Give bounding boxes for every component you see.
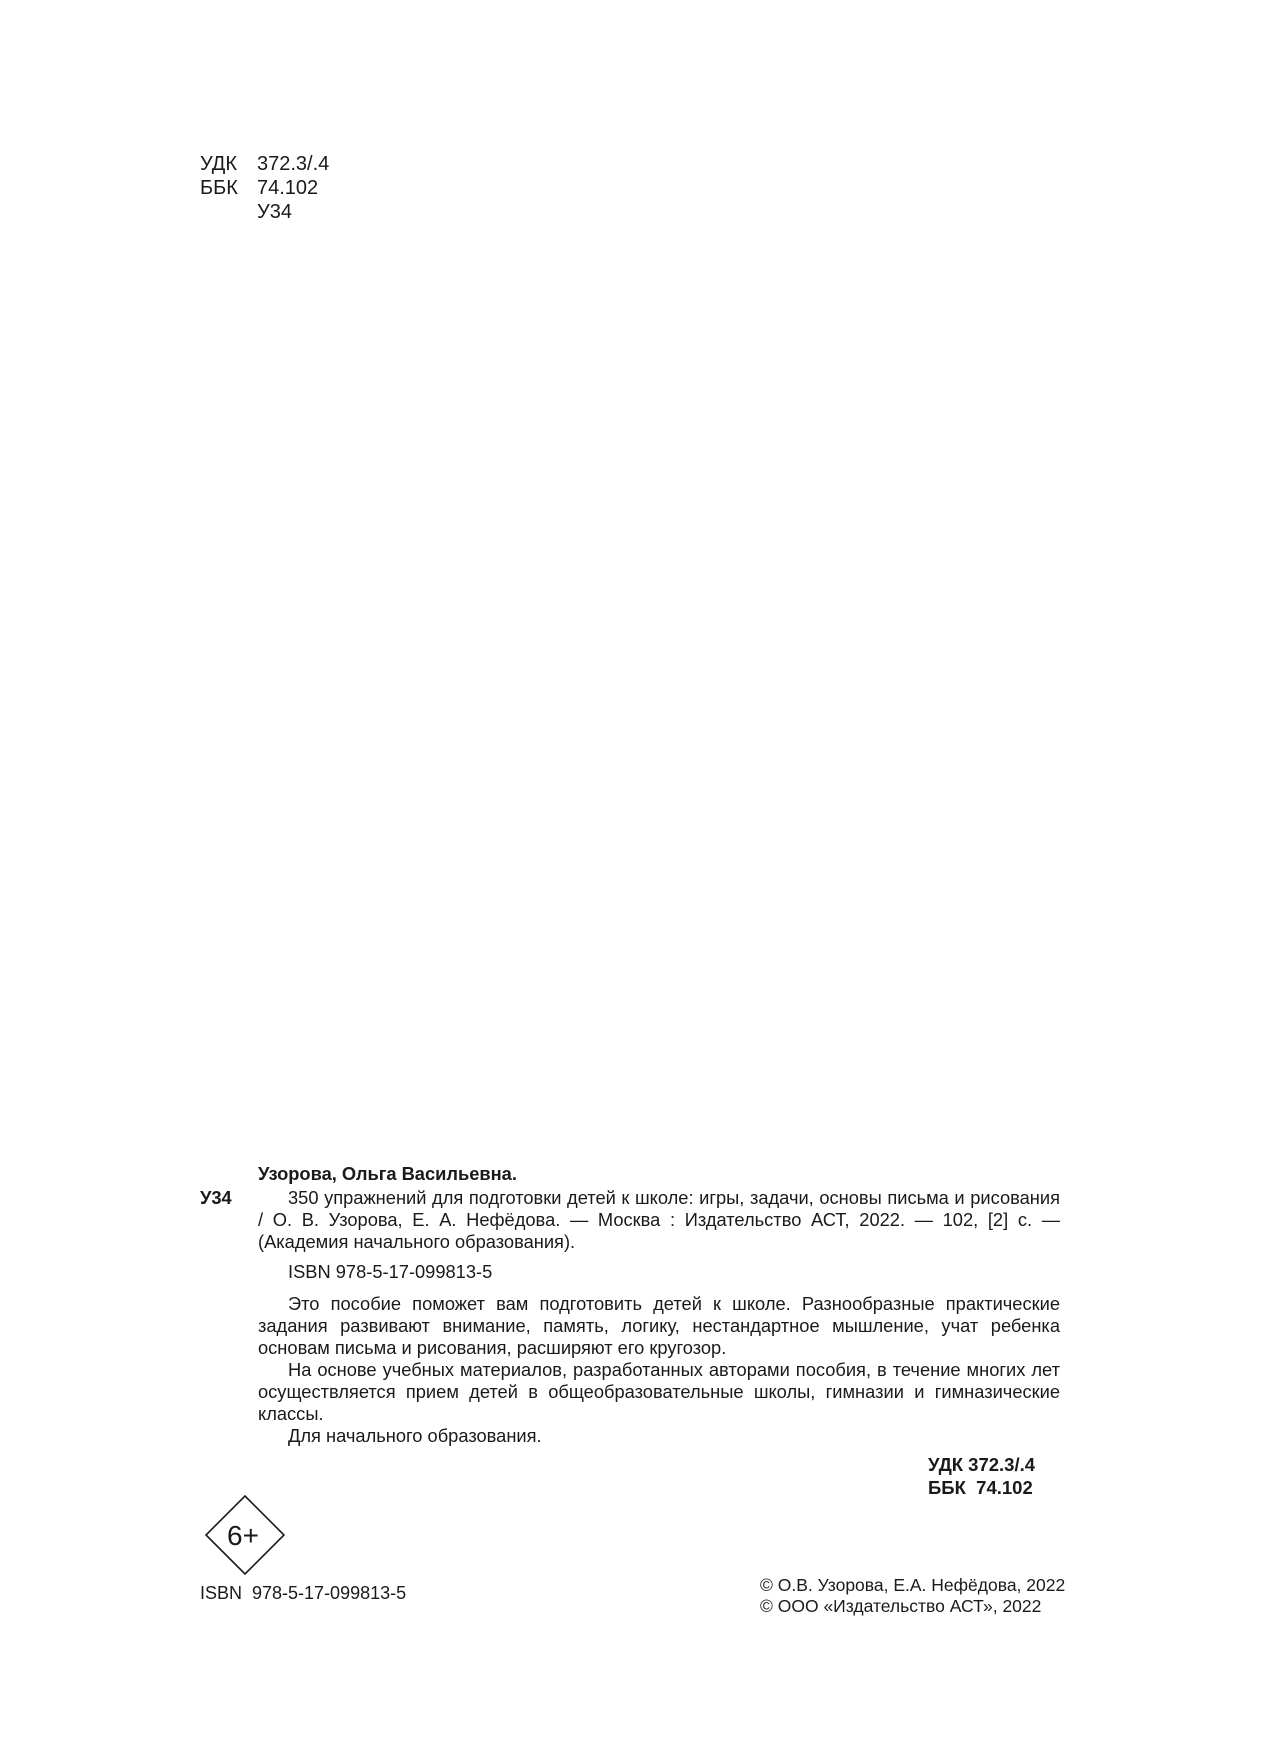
age-rating-badge — [205, 1495, 285, 1575]
classification-codes-top — [200, 152, 329, 224]
description-row — [200, 1187, 1060, 1253]
annotation-paragraph: Это пособие поможет вам подготовить детей к школе. Разнообразные практические задания развивают внимание, память, логику, нестандартное мышление, учат ребенка основам письма и рисования, расширяют его кругозор. — [258, 1293, 1060, 1358]
bbk-row — [200, 176, 329, 200]
annotation-paragraph: На основе учебных материалов, разработанных авторами пособия, в течение многих лет осуществляется прием детей в общеобразовательные школы, гимназии и гимназические классы. — [258, 1359, 1060, 1424]
bbk-value: 74.102 — [257, 177, 319, 199]
udk-value: 372.3/.4 — [257, 153, 330, 175]
bbk-code: ББК 74.102 — [928, 1477, 1033, 1498]
age-rating-text: 6+ — [227, 1520, 259, 1551]
isbn-line: ISBN 978-5-17-099813-5 — [288, 1261, 493, 1282]
annotation — [200, 1293, 1060, 1447]
bibliographic-record — [200, 1163, 1060, 1447]
udk-code: УДК 372.3/.4 — [928, 1454, 1036, 1475]
author-mark-top: У34 — [257, 201, 292, 223]
author-heading: Узорова, Ольга Васильевна. — [258, 1163, 517, 1184]
bbk-label: ББК — [200, 177, 238, 199]
isbn-bottom: ISBN 978-5-17-099813-5 — [200, 1583, 407, 1603]
author-mark: У34 — [200, 1187, 232, 1208]
classification-codes-bottom — [928, 1453, 1035, 1499]
copyright-line: © О.В. Узорова, Е.А. Нефёдова, 2022 — [760, 1575, 1066, 1595]
copyright-block — [760, 1575, 1065, 1617]
udk-label: УДК — [200, 153, 238, 175]
bibliographic-description: 350 упражнений для подготовки детей к школе: игры, задачи, основы письма и рисования / О. В. Узорова, Е. А. Нефёдова. — Москва : Издательство АСТ, 2022. — 102, [2] с. — (Академия начального образования). — [258, 1187, 1060, 1252]
copyright-line: © ООО «Издательство АСТ», 2022 — [760, 1596, 1042, 1616]
annotation-paragraph: Для начального образования. — [288, 1425, 542, 1446]
udk-row — [200, 152, 329, 176]
